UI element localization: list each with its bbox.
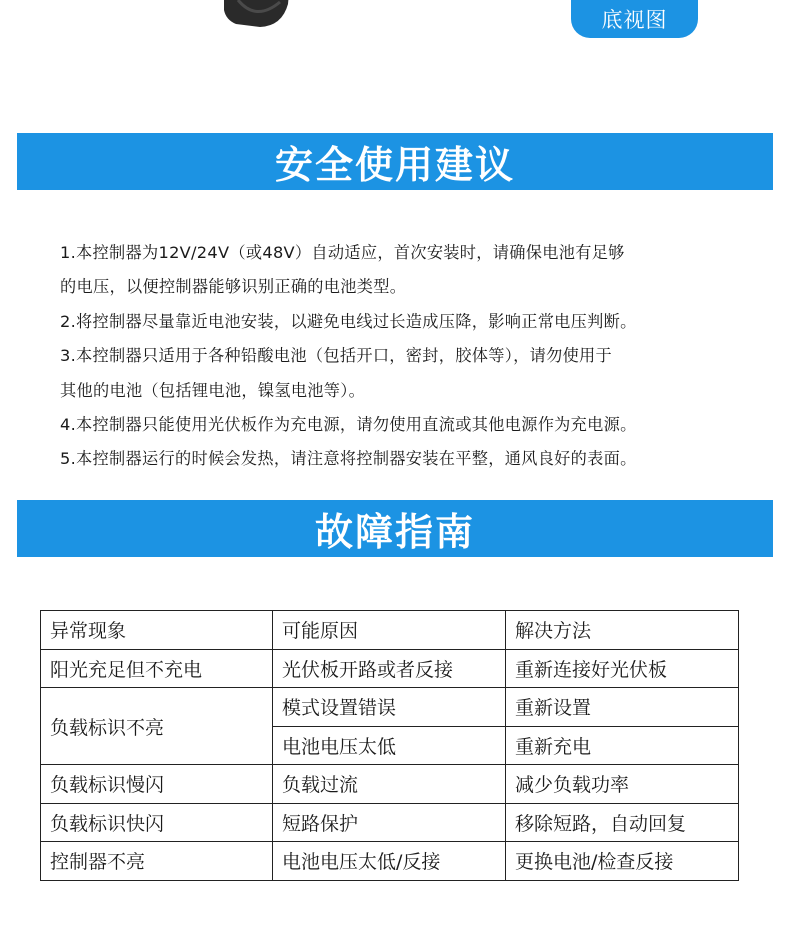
solution-cell: 减少负载功率 xyxy=(506,765,739,804)
solution-cell: 重新充电 xyxy=(506,726,739,765)
solution-cell: 移除短路，自动回复 xyxy=(506,803,739,842)
tip-line: 其他的电池（包括锂电池，镍氢电池等）。 xyxy=(60,380,366,400)
controller-photo-fragment xyxy=(222,0,292,28)
cause-cell: 负载过流 xyxy=(273,765,506,804)
cause-cell: 电池电压太低 xyxy=(273,726,506,765)
fault-section-banner xyxy=(17,500,773,557)
fault-guide-table xyxy=(40,610,739,881)
table-header-row xyxy=(41,611,739,650)
symptom-cell: 阳光充足但不充电 xyxy=(41,649,273,688)
safety-section-banner xyxy=(17,133,773,190)
table-row xyxy=(41,842,739,881)
tip-line: 3.本控制器只适用于各种铅酸电池（包括开口，密封，胶体等），请勿使用于 xyxy=(60,346,613,366)
symptom-cell: 负载标识慢闪 xyxy=(41,765,273,804)
tip-line: 1.本控制器为12V/24V（或48V）自动适应，首次安装时，请确保电池有足够 xyxy=(60,243,625,262)
safety-tips xyxy=(60,236,760,477)
tip-line: 2.将控制器尽量靠近电池安装，以避免电线过长造成压降，影响正常电压判断。 xyxy=(60,311,637,331)
tip-line: 的电压，以便控制器能够识别正确的电池类型。 xyxy=(60,277,407,297)
cause-cell: 短路保护 xyxy=(273,803,506,842)
safety-section-title: 安全使用建议 xyxy=(274,143,515,187)
table-row xyxy=(41,649,739,688)
solution-cell: 更换电池/检查反接 xyxy=(506,842,739,881)
header-symptom: 异常现象 xyxy=(41,611,273,650)
cause-cell: 模式设置错误 xyxy=(273,688,506,727)
symptom-cell: 负载标识不亮 xyxy=(41,688,273,765)
cause-cell: 光伏板开路或者反接 xyxy=(273,649,506,688)
tip-line: 4.本控制器只能使用光伏板作为充电源，请勿使用直流或其他电源作为充电源。 xyxy=(60,415,637,435)
table-row xyxy=(41,765,739,804)
table-row xyxy=(41,688,739,727)
bottom-view-badge xyxy=(571,0,698,38)
symptom-cell: 控制器不亮 xyxy=(41,842,273,881)
bottom-view-label: 底视图 xyxy=(601,8,668,32)
header-solution: 解决方法 xyxy=(506,611,739,650)
solution-cell: 重新连接好光伏板 xyxy=(506,649,739,688)
fault-section-title: 故障指南 xyxy=(314,510,475,554)
cause-cell: 电池电压太低/反接 xyxy=(273,842,506,881)
table-row xyxy=(41,803,739,842)
symptom-cell: 负载标识快闪 xyxy=(41,803,273,842)
tip-line: 5.本控制器运行的时候会发热，请注意将控制器安装在平整，通风良好的表面。 xyxy=(60,449,637,469)
header-cause: 可能原因 xyxy=(273,611,506,650)
solution-cell: 重新设置 xyxy=(506,688,739,727)
